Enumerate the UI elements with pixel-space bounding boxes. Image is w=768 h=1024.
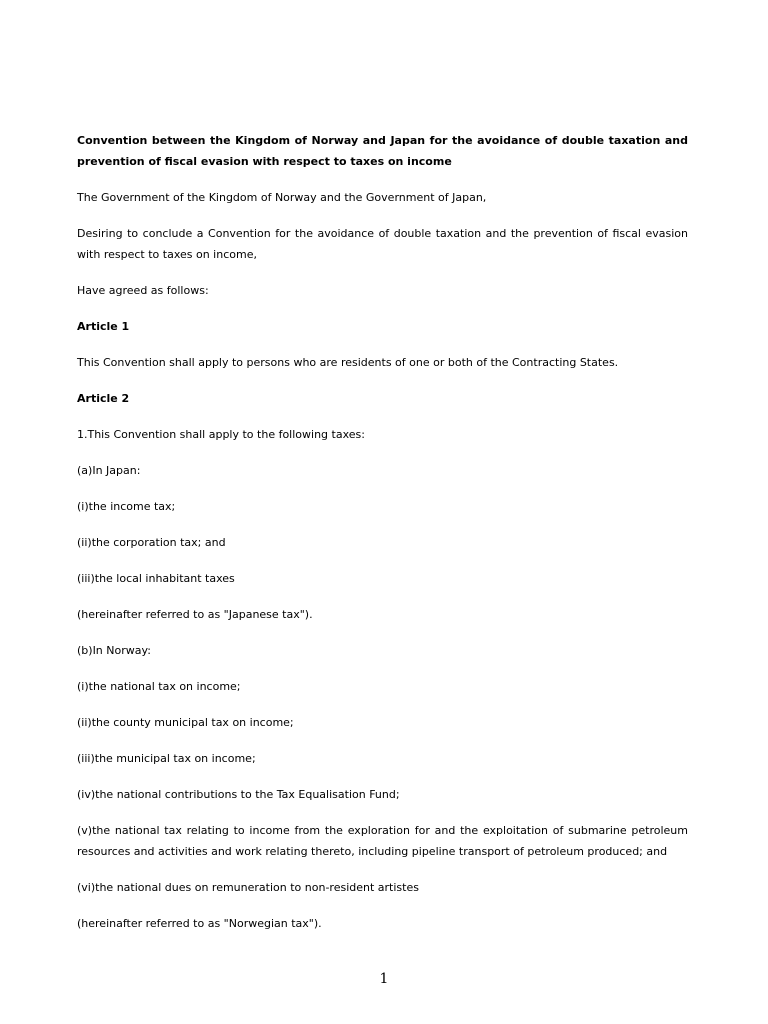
norway-item: (v)the national tax relating to income from the exploration for and the exploitation of submarine petroleum resources and activities and work relating thereto, including pipeline transport of petroleum produced; and [77, 824, 688, 858]
preamble-desiring: Desiring to conclude a Convention for the avoidance of double taxation and the prevention of fiscal evasion with respect to taxes on income, [77, 227, 688, 261]
japan-item: (ii)the corporation tax; and [77, 536, 226, 549]
norway-item: (i)the national tax on income; [77, 680, 241, 693]
japan-item: (iii)the local inhabitant taxes [77, 572, 235, 585]
article-2-heading: Article 2 [77, 392, 130, 405]
document-page [77, 130, 688, 949]
page-number: 1 [379, 971, 389, 987]
norway-item: (ii)the county municipal tax on income; [77, 716, 294, 729]
japan-tax-reference: (hereinafter referred to as "Japanese tax"). [77, 608, 313, 621]
norway-item: (vi)the national dues on remuneration to non-resident artistes [77, 881, 419, 894]
norway-heading: (b)In Norway: [77, 644, 151, 657]
article-2-intro: 1.This Convention shall apply to the following taxes: [77, 428, 365, 441]
article-1-text: This Convention shall apply to persons who are residents of one or both of the Contracting States. [77, 356, 619, 369]
preamble-agreed: Have agreed as follows: [77, 284, 209, 297]
norway-tax-reference: (hereinafter referred to as "Norwegian tax"). [77, 917, 322, 930]
preamble-parties: The Government of the Kingdom of Norway and the Government of Japan, [77, 191, 487, 204]
japan-item: (i)the income tax; [77, 500, 176, 513]
norway-item: (iv)the national contributions to the Tax Equalisation Fund; [77, 788, 400, 801]
document-title: Convention between the Kingdom of Norway and Japan for the avoidance of double taxation and prevention of fiscal evasion with respect to taxes on income [77, 134, 688, 168]
article-1-heading: Article 1 [77, 320, 130, 333]
norway-item: (iii)the municipal tax on income; [77, 752, 256, 765]
japan-heading: (a)In Japan: [77, 464, 141, 477]
